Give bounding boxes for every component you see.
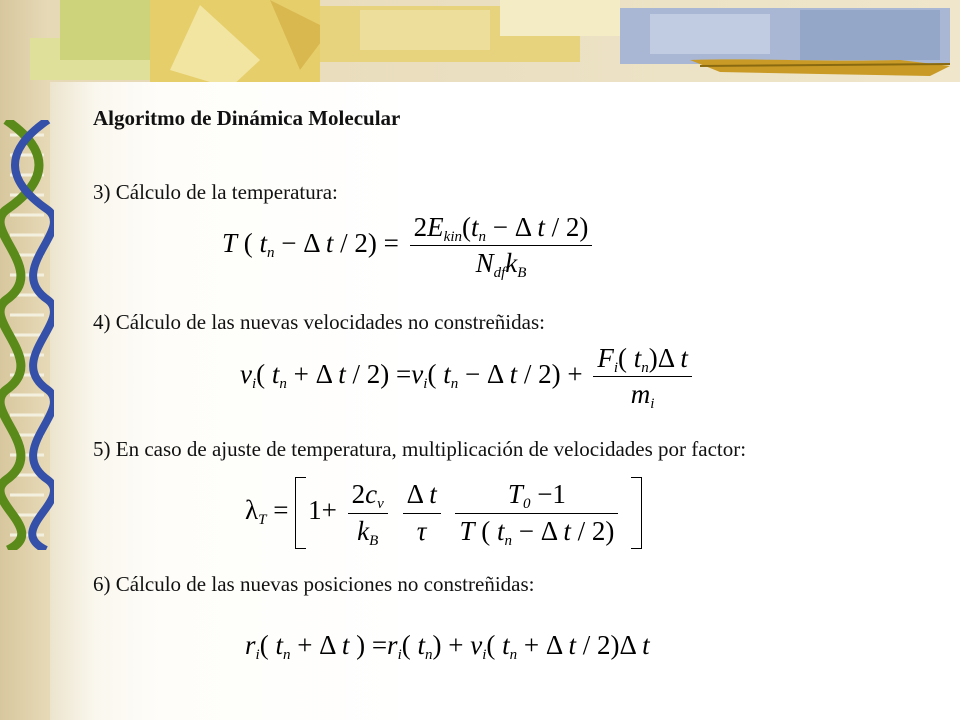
scaling-factor-equation: λT = 1+ $\frac{2cv}{kB}$ $\frac{\text{Δ t}}{\tau}$ $\frac{T0 -1}{\text{T ( tn − Δ t / 2)}}$ xyxy=(245,477,642,549)
step-3-text: 3) Cálculo de la temperatura: xyxy=(93,180,338,204)
temperature-equation: T ( tn − Δ t / 2) = $\frac{\text{2Ekin(tn − Δ t / 2)}}{\text{NdfkB}}$ xyxy=(222,212,596,279)
slide-title: Algoritmo de Dinámica Molecular xyxy=(93,106,401,130)
position-equation: ri( tn + Δ t ) =ri( tn) + vi( tn + Δ t / 2)Δ t xyxy=(245,630,650,663)
step-6-text: 6) Cálculo de las nuevas posiciones no constreñidas: xyxy=(93,572,535,596)
step-4-text: 4) Cálculo de las nuevas velocidades no constreñidas: xyxy=(93,310,545,334)
step-5-text: 5) En caso de ajuste de temperatura, multiplicación de velocidades por factor: xyxy=(93,437,747,461)
leaf-banner-decoration xyxy=(0,0,960,92)
velocity-equation: vi( tn + Δ t / 2) =vi( tn − Δ t / 2) + $\frac{\text{Fi( tn)Δ t}}{mi}$ xyxy=(240,343,696,410)
dna-helix-decoration xyxy=(0,120,54,550)
